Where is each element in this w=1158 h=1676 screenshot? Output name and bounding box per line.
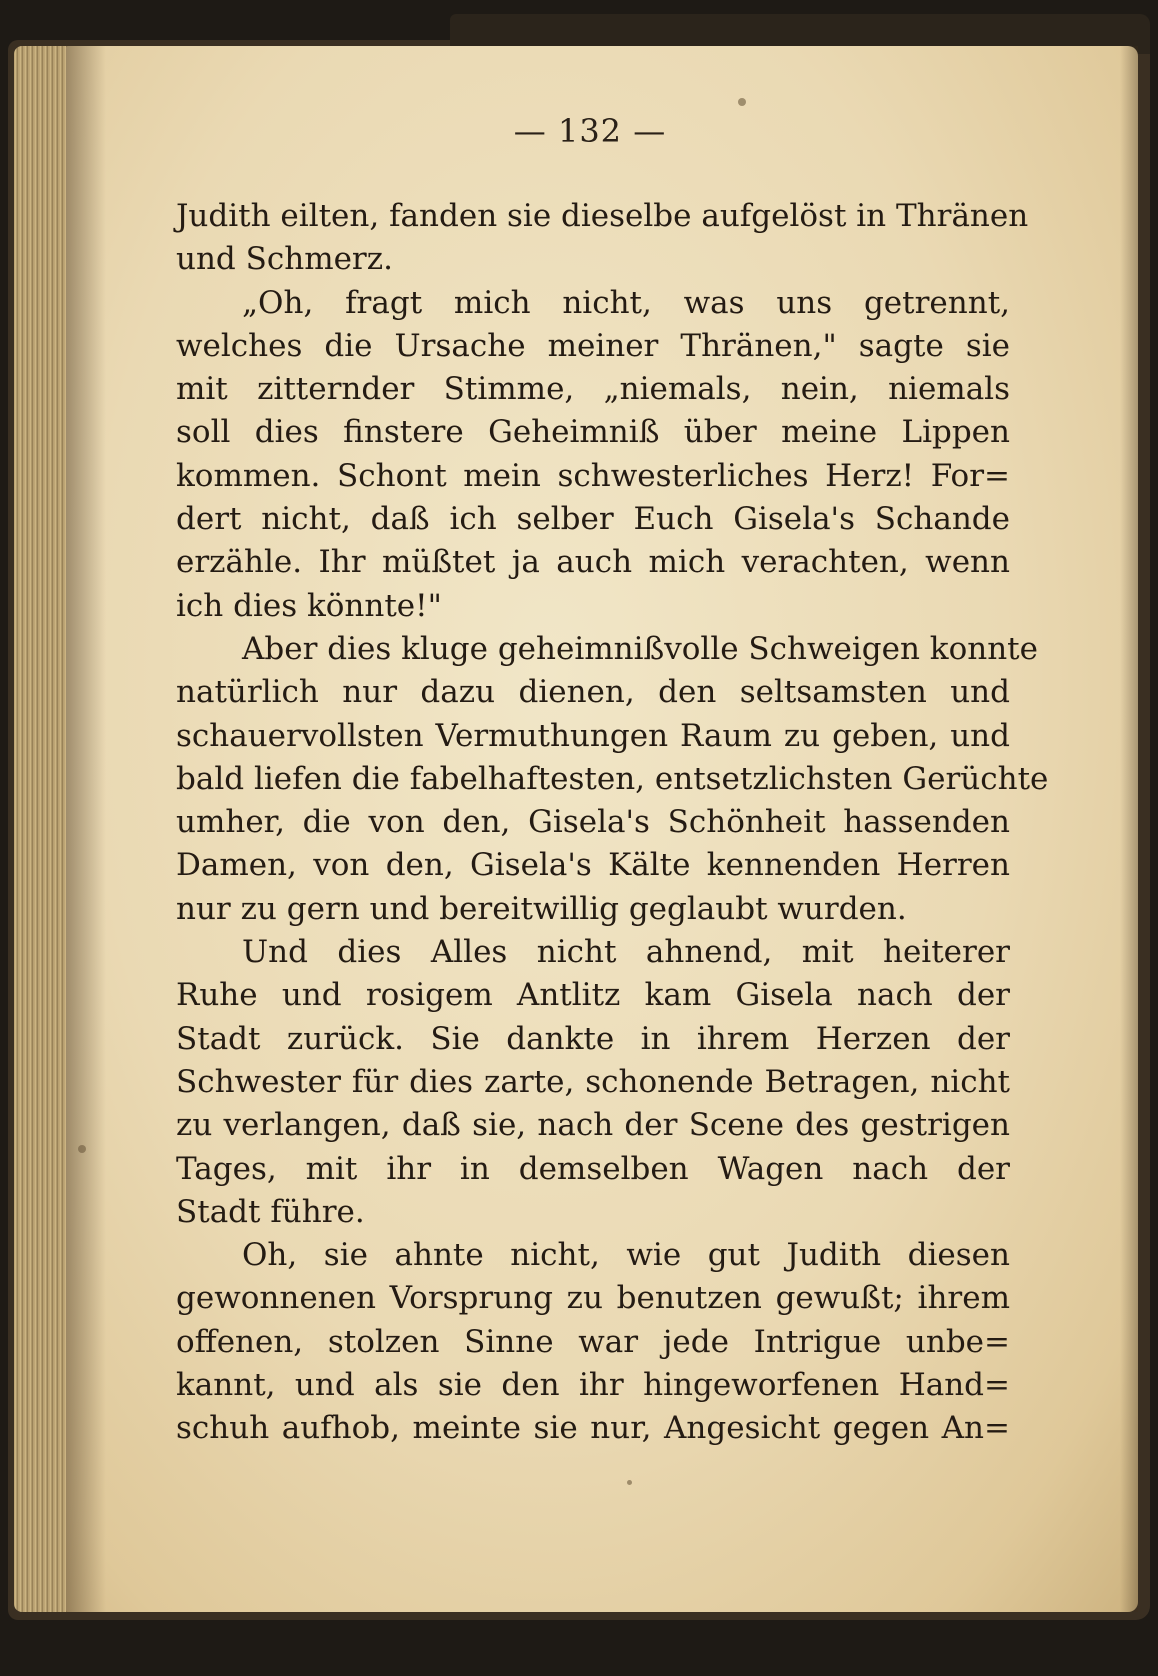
text-line: natürlich nur dazu dienen, den seltsamsten und: [176, 674, 1010, 711]
page-number: — 132 —: [513, 112, 667, 150]
page-edges: [14, 46, 68, 1612]
text-line: zu verlangen, daß sie, nach der Scene des gestrigen: [176, 1107, 1010, 1144]
text-line: mit zitternder Stimme, „niemals, nein, niemals: [176, 371, 1010, 408]
text-line: erzähle. Ihr müßtet ja auch mich verachten, wenn: [176, 544, 1010, 581]
text-line: Judith eilten, fanden sie dieselbe aufgelöst in Thränen: [176, 198, 1029, 234]
text-line: Aber dies kluge geheimnißvolle Schweigen konnte: [242, 630, 1038, 667]
page-right-edge: [1120, 46, 1138, 1612]
text-line: Stadt zurück. Sie dankte in ihrem Herzen der: [176, 1020, 1010, 1057]
text-line: Oh, sie ahnte nicht, wie gut Judith diesen: [242, 1237, 1010, 1274]
text-line: schauervollsten Vermuthungen Raum zu geben, und: [176, 717, 1010, 754]
text-line: „Oh, fragt mich nicht, was uns getrennt,: [242, 284, 1010, 321]
text-line: schuh aufhob, meinte sie nur, Angesicht gegen An=: [176, 1410, 1010, 1447]
text-line: soll dies finstere Geheimniß über meine Lippen: [176, 414, 1010, 451]
text-line: Und dies Alles nicht ahnend, mit heiterer: [242, 934, 1010, 971]
text-line: kommen. Schont mein schwesterliches Herz! For=: [176, 457, 1010, 494]
gutter-shadow: [66, 46, 106, 1612]
text-line: bald liefen die fabelhaftesten, entsetzlichsten Gerüchte: [176, 760, 1049, 797]
text-line: nur zu gern und bereitwillig geglaubt wurden.: [176, 890, 907, 927]
text-line: dert nicht, daß ich selber Euch Gisela's Schande: [176, 501, 1010, 538]
text-line: umher, die von den, Gisela's Schönheit hassenden: [176, 804, 1010, 841]
text-line: ich dies könnte!": [176, 587, 442, 624]
text-line: Tages, mit ihr in demselben Wagen nach der: [176, 1150, 1010, 1187]
text-line: Schwester für dies zarte, schonende Betragen, nicht: [176, 1063, 1010, 1100]
paper-speck: [78, 1145, 86, 1153]
text-line: gewonnenen Vorsprung zu benutzen gewußt; ihrem: [176, 1280, 1010, 1317]
paper-speck: [627, 1480, 632, 1485]
text-line: Stadt führe.: [176, 1193, 365, 1230]
text-line: kannt, und als sie den ihr hingeworfenen Hand=: [176, 1367, 1010, 1404]
text-line: Ruhe und rosigem Antlitz kam Gisela nach der: [176, 977, 1010, 1014]
text-line: offenen, stolzen Sinne war jede Intrigue unbe=: [176, 1323, 1010, 1360]
text-line: Damen, von den, Gisela's Kälte kennenden Herren: [176, 847, 1010, 884]
body-text: [176, 195, 1049, 1451]
paper-speck: [738, 98, 746, 106]
text-line: und Schmerz.: [176, 241, 393, 278]
text-line: welches die Ursache meiner Thränen," sagte sie: [176, 327, 1010, 364]
